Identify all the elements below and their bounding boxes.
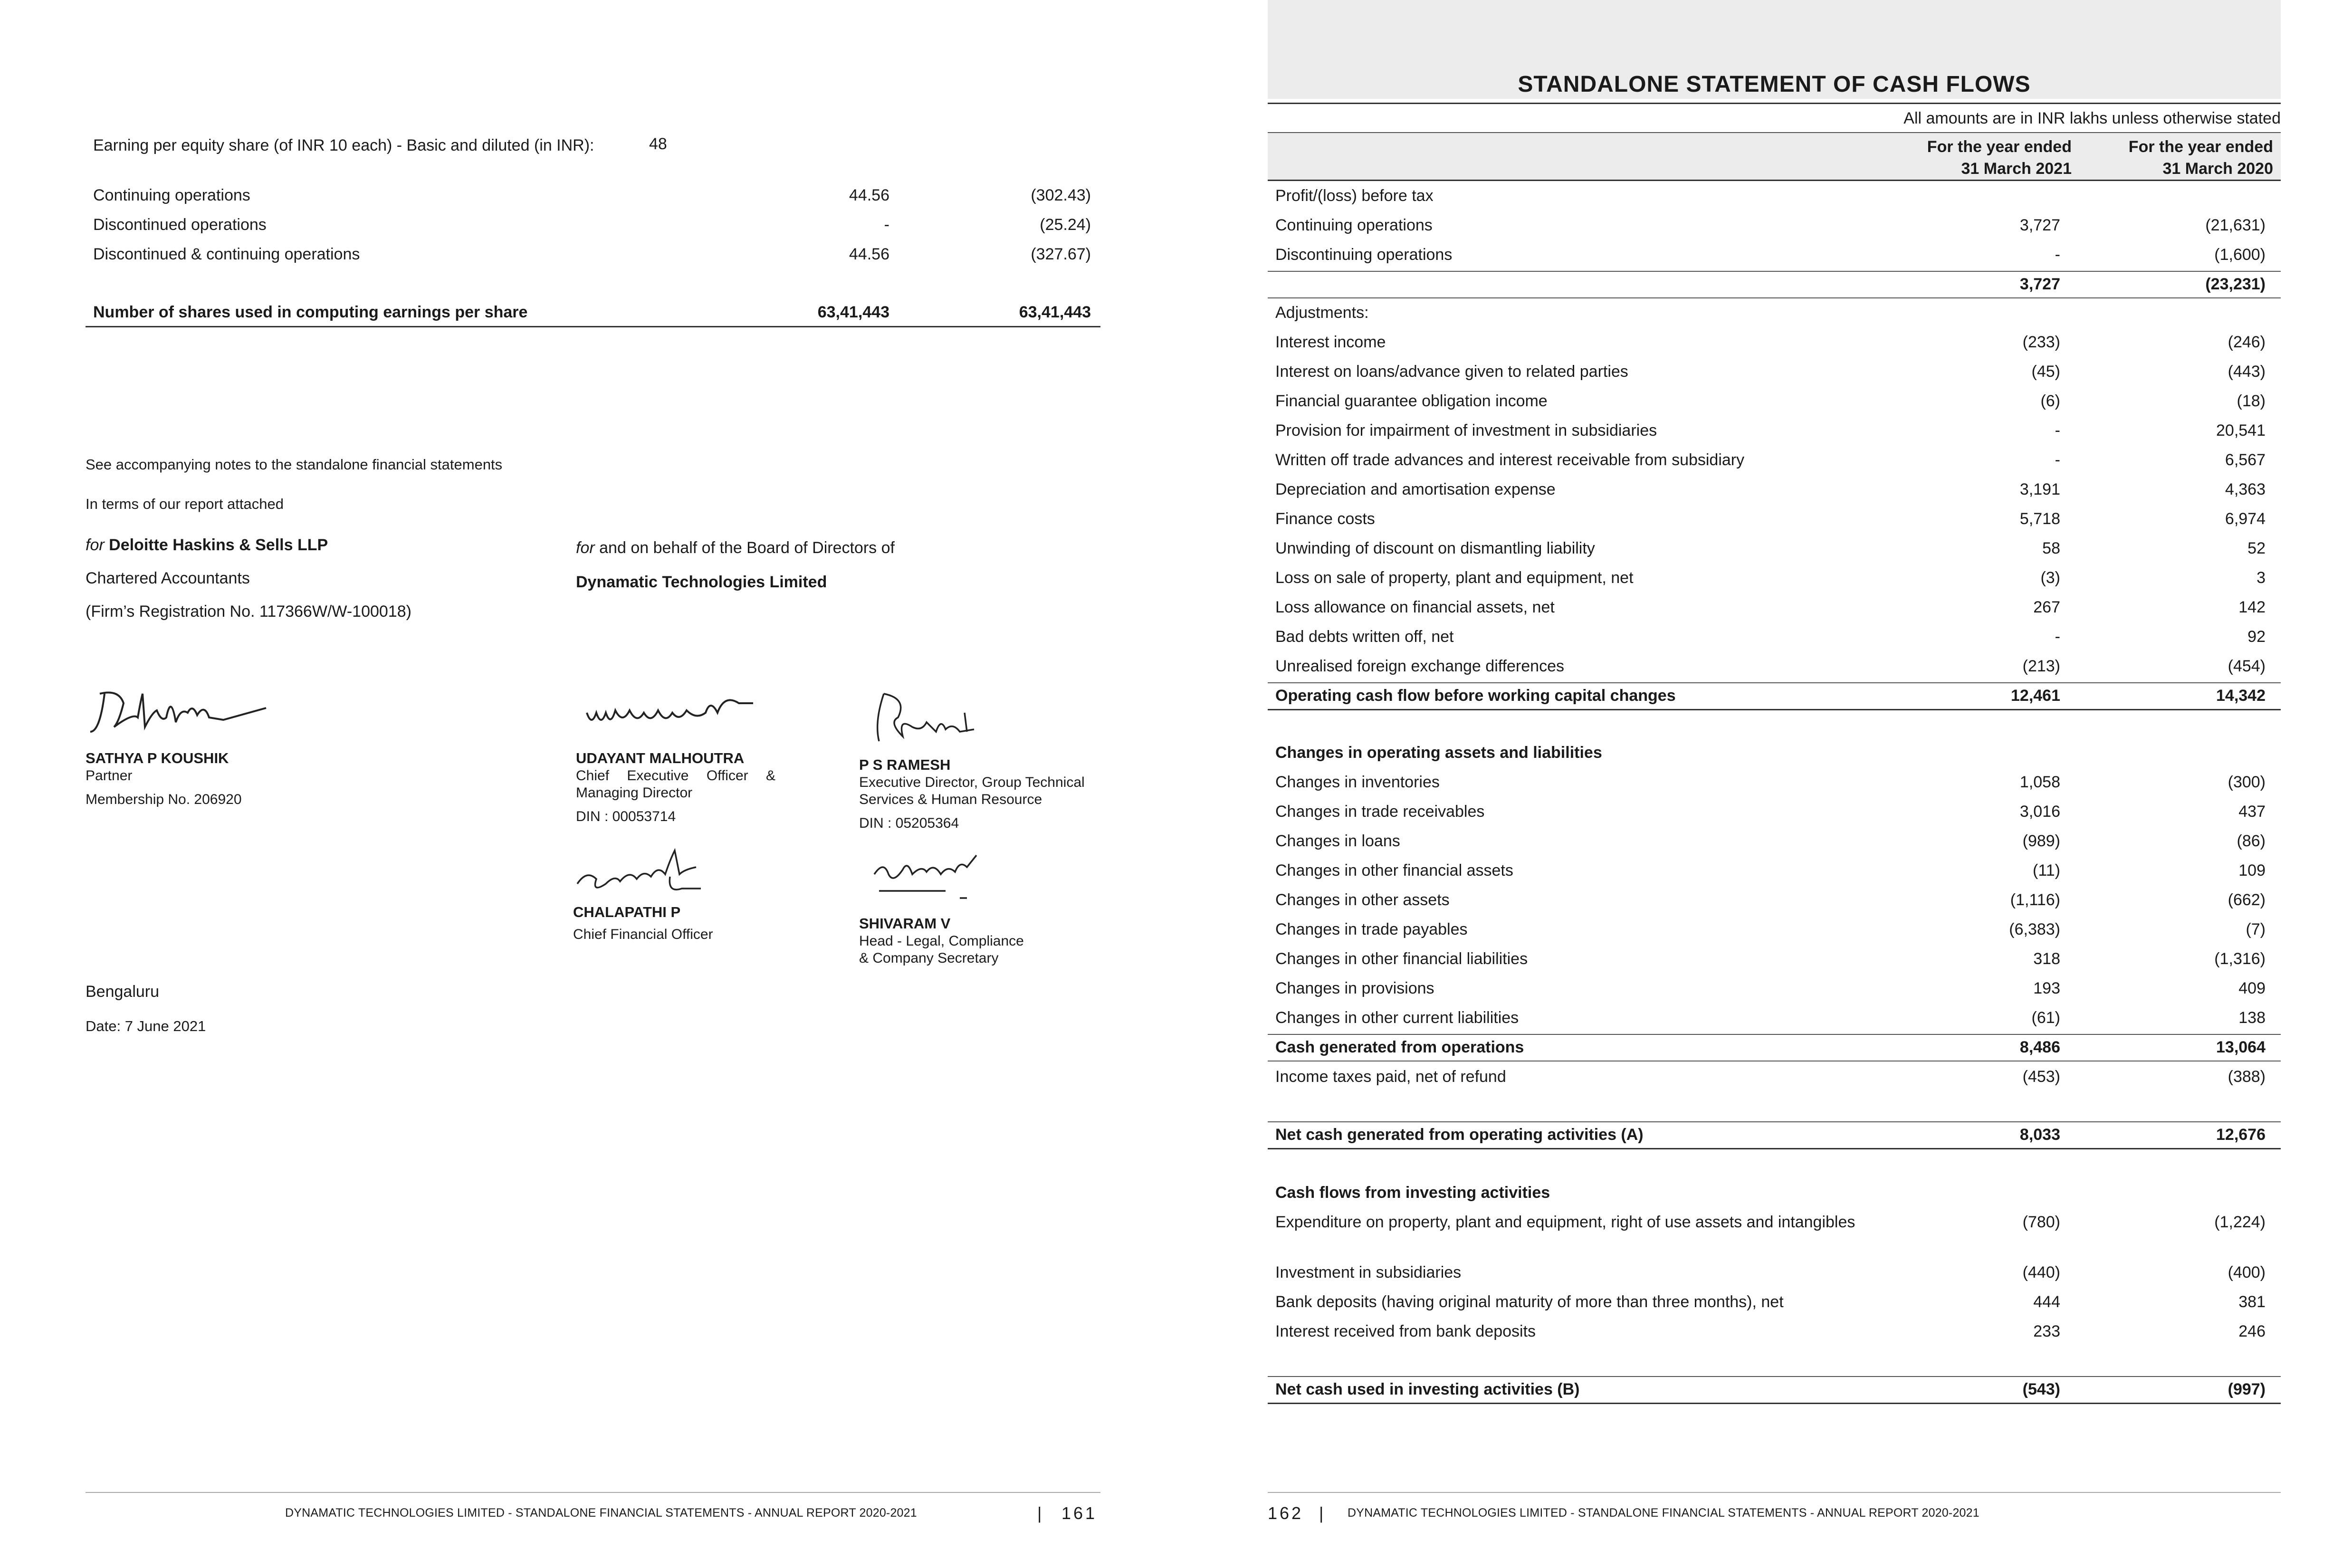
eps-row [93,216,1091,239]
row-label: Net cash generated from operating activities (A) [1275,1126,1644,1144]
table-row [1275,772,2273,800]
table-row [1275,508,2273,537]
footer-separator: | [1319,1503,1324,1523]
shares-previous: 63,41,443 [1019,303,1091,321]
table-row [1275,656,2273,684]
table-rule [1268,1148,2281,1149]
eps-row [93,245,1091,269]
row-value-2020: 3 [2256,569,2266,587]
signature-chalapathi [573,841,715,903]
row-value-2021: 5,718 [2019,510,2060,528]
header-bottom-rule [1268,180,2281,181]
table-row [1275,1066,2273,1095]
row-value-2020: 92 [2247,628,2266,646]
row-value-2020: (388) [2228,1068,2266,1086]
table-row [1275,244,2273,273]
row-label: Changes in trade receivables [1275,803,1485,821]
table-row [1275,978,2273,1006]
table-row [1275,831,2273,859]
row-label: Expenditure on property, plant and equipment, right of use assets and intangibles [1275,1213,1855,1231]
page-number: 161 [1061,1503,1098,1523]
table-row [1275,626,2273,655]
shares-row [93,303,1091,327]
ramesh-din: DIN : 05205364 [859,815,959,831]
row-value-2021: 12,461 [2011,687,2060,705]
table-row [1275,889,2273,918]
row-value-2021: (1,116) [2010,891,2060,909]
row-value-2020: 381 [2238,1293,2266,1311]
row-label: Adjustments: [1275,304,1369,322]
table-row [1275,597,2273,625]
column-header-2020 [2129,136,2273,180]
row-value-2021: (989) [2022,832,2060,850]
table-rule [1268,1403,2281,1404]
row-value-2021: (3) [2040,569,2060,587]
row-label: Unwinding of discount on dismantling liability [1275,539,1595,557]
auditor-line3: (Firm’s Registration No. 117366W/W-100018) [86,602,411,621]
table-rule [1268,1034,2281,1035]
row-label: Changes in trade payables [1275,920,1468,938]
row-value-2020: (246) [2228,333,2266,351]
row-value-2021: (45) [2031,363,2060,381]
row-label: Finance costs [1275,510,1375,528]
malhoutra-name: UDAYANT MALHOUTRA [576,750,745,766]
table-rule [1268,709,2281,710]
row-value-2020: 409 [2238,979,2266,997]
row-value-2021: (6) [2040,392,2060,410]
table-row [1275,567,2273,596]
row-label: Interest on loans/advance given to related parties [1275,363,1628,381]
shares-current: 63,41,443 [817,303,889,321]
row-label: Bank deposits (having original maturity of more than three months), net [1275,1293,1784,1311]
koushik-membership: Membership No. 206920 [86,792,242,807]
row-label: Changes in inventories [1275,773,1440,791]
table-row [1275,919,2273,947]
table-row [1275,391,2273,419]
board-for: for [576,539,595,557]
row-value-2020: 4,363 [2225,480,2266,498]
shivaram-role1: Head - Legal, Compliance [859,933,1024,949]
row-label: Income taxes paid, net of refund [1275,1068,1506,1086]
row-value-2020: 437 [2238,803,2266,821]
row-value-2021: - [2055,628,2060,646]
table-rule [1268,297,2281,298]
row-label: Depreciation and amortisation expense [1275,480,1556,498]
row-value-2021: (11) [2033,861,2060,880]
row-label: Profit/(loss) before tax [1275,187,1434,205]
title-rule [1268,103,2281,104]
row-value-2020: (997) [2228,1380,2266,1398]
table-row [1275,742,2273,771]
row-value-2021: - [2055,451,2060,469]
page-number: 162 [1268,1503,1304,1523]
row-value-2020: (454) [2228,657,2266,675]
row-value-2021: 318 [2033,950,2060,968]
row-label: Unrealised foreign exchange differences [1275,657,1564,675]
shivaram-role2: & Company Secretary [859,950,999,966]
ramesh-name: P S RAMESH [859,756,951,773]
row-value-2020: (300) [2228,773,2266,791]
eps-row-previous: (25.24) [1040,216,1091,234]
eps-row-previous: (327.67) [1031,245,1091,263]
table-rule [1268,271,2281,272]
row-label: Net cash used in investing activities (B) [1275,1380,1580,1398]
table-row [1275,332,2273,360]
row-value-2020: 246 [2238,1322,2266,1340]
row-value-2021: (233) [2022,333,2060,351]
row-label: Changes in provisions [1275,979,1434,997]
col1-line2: 31 March 2021 [1961,160,2072,178]
row-value-2020: (23,231) [2205,275,2266,293]
notes-text: See accompanying notes to the standalone financial statements [86,456,503,473]
row-label: Loss on sale of property, plant and equipment, net [1275,569,1634,587]
row-label: Changes in operating assets and liabilities [1275,744,1602,762]
row-value-2020: 109 [2238,861,2266,880]
table-row [1275,801,2273,830]
row-label: Written off trade advances and interest receivable from subsidiary [1275,451,1745,469]
row-label: Discontinuing operations [1275,246,1453,264]
row-value-2020: (86) [2237,832,2266,850]
row-label: Loss allowance on financial assets, net [1275,598,1555,616]
row-value-2020: (443) [2228,363,2266,381]
table-row [1275,420,2273,449]
row-value-2020: 138 [2238,1009,2266,1027]
table-row [1275,361,2273,390]
row-value-2021: 3,727 [2019,216,2060,234]
board-company: Dynamatic Technologies Limited [576,573,827,591]
table-row [1275,1321,2273,1349]
row-value-2021: 233 [2033,1322,2060,1340]
row-value-2020: (1,316) [2214,950,2266,968]
eps-row-previous: (302.43) [1031,186,1091,204]
auditor-block [86,536,328,555]
table-row [1275,538,2273,566]
row-value-2021: (213) [2022,657,2060,675]
row-value-2021: 58 [2042,539,2060,557]
chalapathi-role: Chief Financial Officer [573,927,713,942]
place: Bengaluru [86,983,160,1001]
table-row [1275,302,2273,331]
row-value-2021: 267 [2033,598,2060,616]
row-value-2020: (21,631) [2205,216,2266,234]
shares-label: Number of shares used in computing earnings per share [93,303,528,321]
footer-rule [1268,1492,2281,1493]
footer-rule [86,1492,1100,1493]
row-value-2020: (400) [2228,1263,2266,1281]
row-value-2021: (780) [2022,1213,2060,1231]
table-rule [1268,1121,2281,1122]
table-row [1275,1212,2273,1240]
table-row [1275,860,2273,889]
chalapathi-name: CHALAPATHI P [573,904,681,920]
row-value-2021: (440) [2022,1263,2060,1281]
column-header-2021 [1927,136,2072,180]
row-label: Cash generated from operations [1275,1038,1524,1056]
table-row [1275,449,2273,478]
eps-row-current: 44.56 [849,245,889,263]
eps-row-current: 44.56 [849,186,889,204]
row-value-2020: 6,567 [2225,451,2266,469]
col2-line1: For the year ended [2128,138,2273,156]
row-value-2021: (6,383) [2009,920,2060,938]
table-row [1275,1262,2273,1291]
row-value-2020: 52 [2247,539,2266,557]
row-label: Interest income [1275,333,1386,351]
col2-line2: 31 March 2020 [2162,160,2273,178]
row-value-2021: - [2055,246,2060,264]
row-value-2021: (543) [2022,1380,2060,1398]
auditor-for: for [86,536,105,554]
row-value-2021: 1,058 [2019,773,2060,791]
malhoutra-role1: Chief Executive Officer & [576,768,775,784]
row-label: Financial guarantee obligation income [1275,392,1548,410]
eps-note-ref: 48 [649,135,667,153]
row-value-2020: 13,064 [2216,1038,2266,1056]
row-value-2021: 444 [2033,1293,2060,1311]
board-line1: and on behalf of the Board of Directors of [599,539,895,557]
signature-malhoutra [582,684,763,736]
header-rule [1268,132,2281,133]
board-block [576,539,895,557]
row-label: Continuing operations [1275,216,1433,234]
page-title: STANDALONE STATEMENT OF CASH FLOWS [1518,72,2031,97]
row-value-2021: 8,486 [2019,1038,2060,1056]
row-value-2021: 8,033 [2019,1126,2060,1144]
row-value-2021: 3,191 [2019,480,2060,498]
signature-ramesh [870,684,984,751]
row-value-2021: (61) [2031,1009,2060,1027]
row-value-2021: 3,727 [2019,275,2060,293]
eps-row [93,186,1091,210]
table-row [1275,1291,2273,1320]
footer-separator: | [1037,1503,1042,1523]
row-label: Operating cash flow before working capital changes [1275,687,1676,705]
row-value-2021: (453) [2022,1068,2060,1086]
row-label: Changes in other financial assets [1275,861,1513,880]
row-label: Bad debts written off, net [1275,628,1454,646]
table-rule [1268,682,2281,683]
row-value-2020: 142 [2238,598,2266,616]
row-label: Provision for impairment of investment in subsidiaries [1275,421,1657,440]
row-value-2020: (7) [2246,920,2266,938]
footer-text: DYNAMATIC TECHNOLOGIES LIMITED - STANDALONE FINANCIAL STATEMENTS - ANNUAL REPORT 2020-2021 [285,1506,917,1520]
row-value-2020: (18) [2237,392,2266,410]
koushik-name: SATHYA P KOUSHIK [86,750,229,766]
row-label: Changes in loans [1275,832,1400,850]
eps-row-current: - [884,216,889,234]
row-value-2020: 12,676 [2216,1126,2266,1144]
table-rule [1268,1376,2281,1377]
row-label: Changes in other assets [1275,891,1450,909]
row-label: Investment in subsidiaries [1275,1263,1462,1281]
row-label: Cash flows from investing activities [1275,1184,1550,1202]
malhoutra-din: DIN : 00053714 [576,809,676,824]
signature-koushik [86,675,285,746]
shivaram-name: SHIVARAM V [859,915,951,932]
footer-text: DYNAMATIC TECHNOLOGIES LIMITED - STANDALONE FINANCIAL STATEMENTS - ANNUAL REPORT 2020-2021 [1348,1506,1979,1520]
row-value-2020: (662) [2228,891,2266,909]
table-row [1275,479,2273,507]
table-rule [86,326,1100,327]
table-row [1275,1182,2273,1211]
row-value-2020: (1,224) [2214,1213,2266,1231]
report-text: In terms of our report attached [86,496,284,512]
row-label: Changes in other current liabilities [1275,1009,1519,1027]
ramesh-role2: Services & Human Resource [859,792,1042,807]
date: Date: 7 June 2021 [86,1018,206,1034]
row-value-2020: 6,974 [2225,510,2266,528]
row-value-2021: 193 [2033,979,2060,997]
signature-shivaram [865,846,993,903]
table-row [1275,185,2273,214]
row-label: Interest received from bank deposits [1275,1322,1536,1340]
auditor-firm: Deloitte Haskins & Sells LLP [109,536,328,554]
table-row [1275,215,2273,243]
row-label: Changes in other financial liabilities [1275,950,1528,968]
amounts-note: All amounts are in INR lakhs unless otherwise stated [1903,109,2281,127]
row-value-2020: 20,541 [2216,421,2266,440]
row-value-2021: 3,016 [2019,803,2060,821]
eps-row-label: Continuing operations [93,186,250,204]
row-value-2020: (1,600) [2214,246,2266,264]
col1-line1: For the year ended [1927,138,2072,156]
auditor-line2: Chartered Accountants [86,569,250,587]
koushik-role: Partner [86,768,133,784]
ramesh-role1: Executive Director, Group Technical [859,774,1085,790]
row-value-2020: 14,342 [2216,687,2266,705]
eps-heading: Earning per equity share (of INR 10 each) - Basic and diluted (in INR): [93,136,594,154]
row-value-2021: - [2055,421,2060,440]
malhoutra-role2: Managing Director [576,785,693,801]
eps-row-label: Discontinued operations [93,216,267,234]
table-row [1275,948,2273,977]
table-row [1275,1007,2273,1036]
eps-row-label: Discontinued & continuing operations [93,245,360,263]
